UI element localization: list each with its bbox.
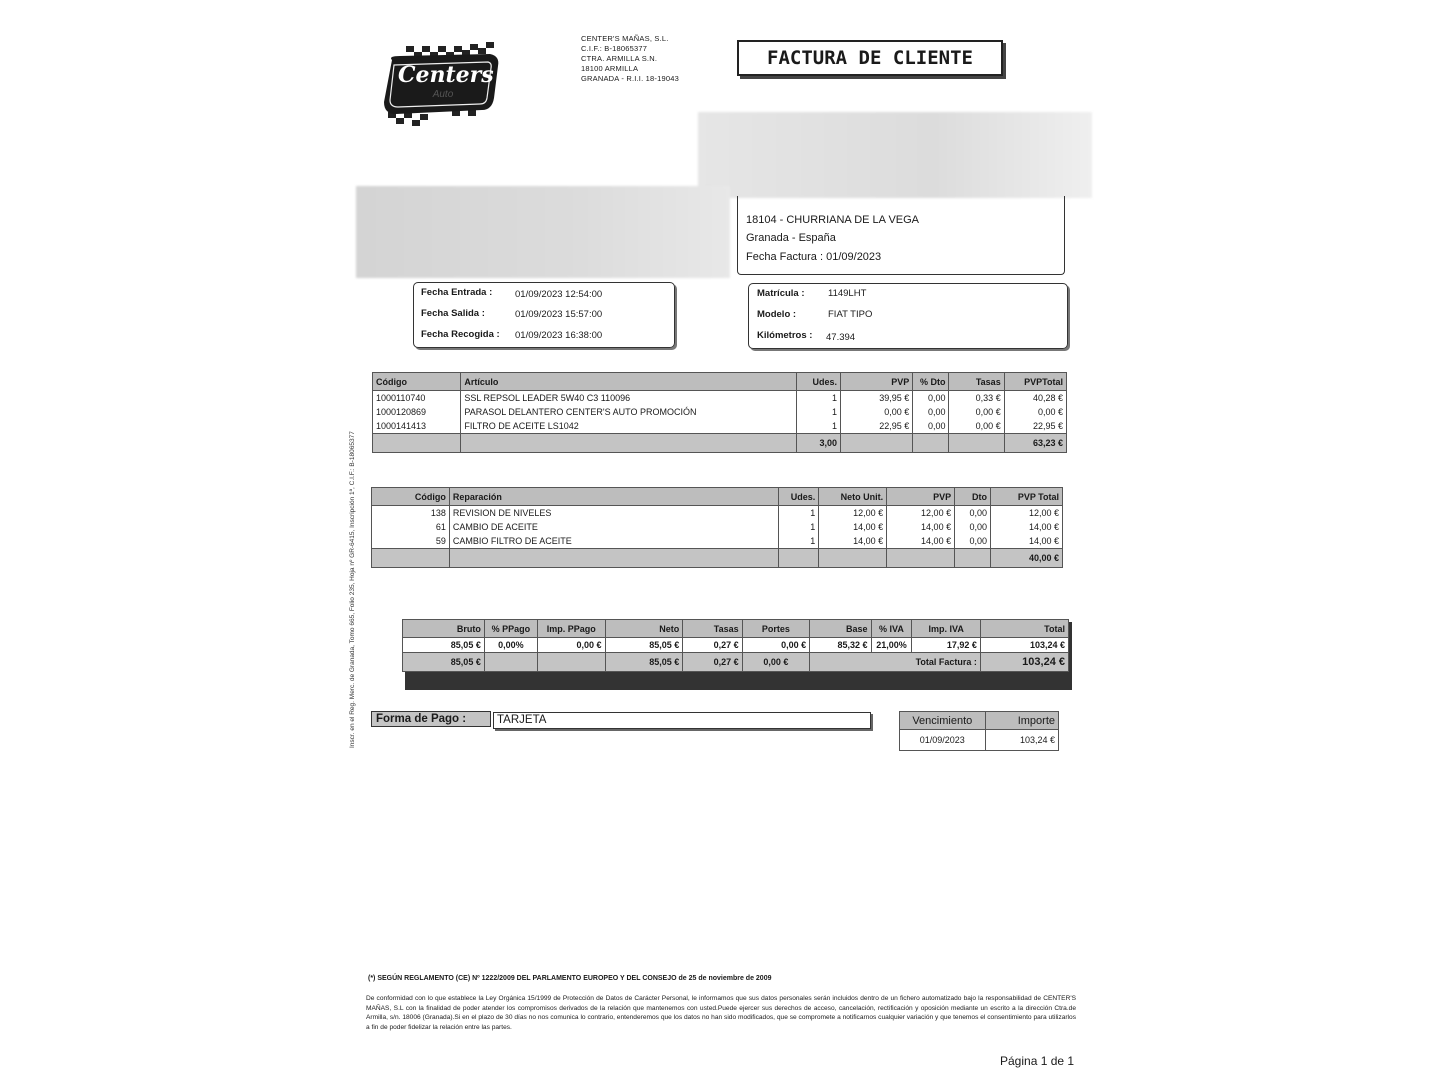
company-line: CENTER'S MAÑAS, S.L. [581,34,669,43]
repair-dto: 0,00 [955,534,991,549]
company-line: C.I.F.: B-18065377 [581,44,648,53]
repairs-table [371,487,1063,568]
article-code: 1000120869 [373,405,461,419]
sum-bruto: 85,05 € [403,653,485,672]
article-code: 1000110740 [373,391,461,406]
repair-total: 14,00 € [991,520,1063,534]
payment-method-value: TARJETA [493,712,871,729]
table-row [372,520,1063,534]
repair-pvp: 14,00 € [887,520,955,534]
col-header: % PPago [484,620,537,638]
repair-net-unit: 14,00 € [819,534,887,549]
col-header: Código [372,488,450,506]
total-tasas: 0,27 € [683,638,742,653]
article-dto: 0,00 [913,391,949,406]
total-base: 85,32 € [810,638,871,653]
article-desc: FILTRO DE ACEITE LS1042 [461,419,796,434]
col-header: Imp. PPago [538,620,606,638]
page-number: Página 1 de 1 [1000,1054,1075,1068]
repair-desc: REVISION DE NIVELES [449,506,778,521]
articles-header-row [373,373,1067,391]
article-units: 1 [796,419,840,434]
article-desc: PARASOL DELANTERO CENTER'S AUTO PROMOCIÓN [461,405,796,419]
total-factura-label: Total Factura : [810,653,981,672]
article-desc: SSL REPSOL LEADER 5W40 C3 110096 [461,391,796,406]
repair-pvp: 14,00 € [887,534,955,549]
repair-dto: 0,00 [955,506,991,521]
col-header: PVP Total [991,488,1063,506]
model-label: Modelo : [757,309,797,320]
col-header: Bruto [403,620,485,638]
articles-total: 63,23 € [1004,434,1066,453]
sum-portes: 0,00 € [742,653,810,672]
km: 47.394 [826,332,856,343]
totals-values-row [403,638,1069,653]
article-units: 1 [796,405,840,419]
repair-pvp: 12,00 € [887,506,955,521]
repairs-footer-row [372,549,1063,568]
redacted-customer-name [698,112,1092,198]
total-total: 103,24 € [980,638,1068,653]
totals-sum-row [403,653,1069,672]
invoice-date: 01/09/2023 [826,251,882,263]
plate: 1149LHT [828,288,867,299]
dates-box [413,282,675,348]
col-header: Reparación [449,488,778,506]
article-total: 0,00 € [1004,405,1066,419]
repair-units: 1 [779,520,819,534]
repairs-header-row [372,488,1063,506]
col-header: Tasas [683,620,742,638]
articles-total-units: 3,00 [796,434,840,453]
table-row [373,405,1067,419]
sum-tasas: 0,27 € [683,653,742,672]
repair-total: 12,00 € [991,506,1063,521]
repair-code: 138 [372,506,450,521]
table-row [373,391,1067,406]
entry-date-label: Fecha Entrada : [421,287,493,298]
article-pvp: 0,00 € [841,405,913,419]
pickup-date-label: Fecha Recogida : [421,329,500,340]
total-portes: 0,00 € [742,638,810,653]
repair-code: 59 [372,534,450,549]
col-header: Neto [605,620,683,638]
col-header: Neto Unit. [819,488,887,506]
articles-footer-row [373,434,1067,453]
pickup-date: 01/09/2023 16:38:00 [515,330,603,341]
privacy-notice: De conformidad con lo que establece la Ley Orgánica 15/1999 de Protección de Datos de Carácter Personal, le informamos que sus datos personales serán incluidos dentro de un fichero automatizado bajo la responsabilidad de CENTER'S MAÑAS, S.L con la finalidad de poder atender los compromisos derivados de la relación que mantenemos con usted.Puede ejercer sus derechos de acceso, cancelación, rectificación y oposición mediante un escrito a la dirección Ctra.de Armilla, s/n. 18006 (Granada).Si en el plazo de 30 días no nos comunica lo contrario, entenderemos que los datos no han sido modificados, que se compromete a notificarnos cualquier variación y que tenemos el consentimiento para utilizarlos a fin de poder fidelizar la relación entre las partes. [366,995,1076,1031]
company-logo [378,38,503,128]
total-factura: 103,24 € [980,653,1068,672]
article-tax: 0,33 € [949,391,1004,406]
customer-region: Granada - España [746,232,836,244]
col-header: PVP [841,373,913,391]
logo-text: Centers [398,62,494,88]
article-tax: 0,00 € [949,405,1004,419]
total-iva-pct: 21,00% [871,638,912,653]
due-header-row [900,712,1059,730]
col-header: Udes. [779,488,819,506]
payment-method-label: Forma de Pago : [371,711,491,727]
article-pvp: 22,95 € [841,419,913,434]
exit-date: 01/09/2023 15:57:00 [515,309,603,320]
totals-table [402,619,1069,672]
company-info [581,34,679,84]
redacted-customer-details [356,186,730,278]
col-header: Total [980,620,1068,638]
repair-dto: 0,00 [955,520,991,534]
article-units: 1 [796,391,840,406]
invoice-date-label: Fecha Factura : [746,251,824,263]
document-title: FACTURA DE CLIENTE [737,40,1003,76]
due-row [900,730,1059,751]
exit-date-label: Fecha Salida : [421,308,485,319]
repairs-total: 40,00 € [991,549,1063,568]
repair-total: 14,00 € [991,534,1063,549]
company-line: CTRA. ARMILLA S.N. [581,54,658,63]
table-row [373,419,1067,434]
repair-desc: CAMBIO FILTRO DE ACEITE [449,534,778,549]
article-pvp: 39,95 € [841,391,913,406]
model: FIAT TIPO [828,309,873,320]
due-table [899,711,1059,751]
total-neto: 85,05 € [605,638,683,653]
sum-neto: 85,05 € [605,653,683,672]
repair-net-unit: 14,00 € [819,520,887,534]
col-header: % IVA [871,620,912,638]
km-label: Kilómetros : [757,330,813,341]
total-ppago-imp: 0,00 € [538,638,606,653]
due-date: 01/09/2023 [900,730,986,751]
table-row [372,534,1063,549]
col-header: Tasas [949,373,1004,391]
col-header: % Dto [913,373,949,391]
table-row [372,506,1063,521]
article-total: 40,28 € [1004,391,1066,406]
col-header: Udes. [796,373,840,391]
col-header: Artículo [461,373,796,391]
due-amount-header: Importe [985,712,1058,730]
col-header: Dto [955,488,991,506]
article-dto: 0,00 [913,419,949,434]
total-bruto: 85,05 € [403,638,485,653]
col-header: Base [810,620,871,638]
customer-address: 18104 - CHURRIANA DE LA VEGA [746,214,920,226]
article-total: 22,95 € [1004,419,1066,434]
repair-units: 1 [779,534,819,549]
total-ppago-pct: 0,00% [484,638,537,653]
plate-label: Matrícula : [757,288,805,299]
repair-net-unit: 12,00 € [819,506,887,521]
col-header: PVP [887,488,955,506]
article-dto: 0,00 [913,405,949,419]
company-line: GRANADA - R.I.I. 18-19043 [581,74,679,83]
total-iva-imp: 17,92 € [912,638,981,653]
registry-note: Inscr. en el Reg. Merc. de Granada, Tomo 665, Folio 235, Hoja nº GR-6415, Inscripción 1ª, C.I.F.: B-18065377 [349,431,356,748]
customer-address-box [737,196,1065,275]
invoice-date-row [746,251,881,263]
articles-table [372,372,1067,453]
totals-header-row [403,620,1069,638]
article-code: 1000141413 [373,419,461,434]
col-header: Portes [742,620,810,638]
regulation-note: (*) SEGÚN REGLAMENTO (CE) Nº 1222/2009 DEL PARLAMENTO EUROPEO Y DEL CONSEJO de 25 de noviembre de 2009 [368,975,772,982]
repair-code: 61 [372,520,450,534]
logo-subtext: Auto [432,89,454,100]
article-tax: 0,00 € [949,419,1004,434]
vehicle-box [748,283,1068,349]
col-header: Imp. IVA [912,620,981,638]
company-line: 18100 ARMILLA [581,64,639,73]
entry-date: 01/09/2023 12:54:00 [515,289,603,300]
col-header: PVPTotal [1004,373,1066,391]
due-amount: 103,24 € [985,730,1058,751]
repair-desc: CAMBIO DE ACEITE [449,520,778,534]
col-header: Código [373,373,461,391]
due-date-header: Vencimiento [900,712,986,730]
repair-units: 1 [779,506,819,521]
